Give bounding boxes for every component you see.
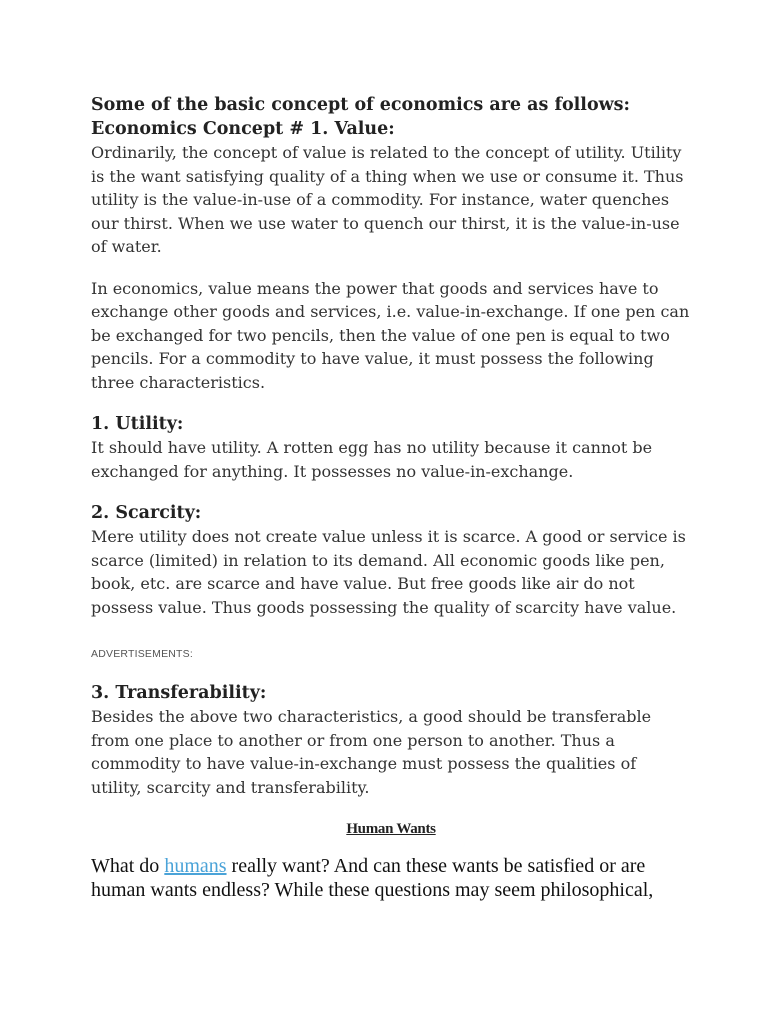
spacer: [91, 483, 691, 501]
spacer: [91, 259, 691, 277]
advertisements-label: ADVERTISEMENTS:: [91, 648, 193, 660]
spacer: [91, 619, 691, 647]
humans-link[interactable]: humans: [164, 855, 227, 877]
document-page: [91, 93, 691, 902]
human-wants-heading: Human Wants: [346, 821, 436, 837]
intro-heading: Some of the basic concept of economics are as follows:: [91, 95, 630, 115]
section-heading-utility: 1. Utility:: [91, 414, 184, 434]
spacer: [91, 661, 691, 681]
concept-heading: Economics Concept # 1. Value:: [91, 119, 395, 139]
spacer: [91, 838, 691, 854]
human-wants-text-end: really want? And can these wants be satisfied or are human wants endless? While these questions may seem philosophical,: [91, 855, 654, 901]
human-wants-text-start: What do: [91, 855, 165, 877]
section-text-transferability: Besides the above two characteristics, a good should be transferable from one place to another or from one person to another. Thus a commodity to have value-in-exchange must possess the qualities of utility, scarcity and transferability.: [91, 707, 652, 797]
spacer: [91, 799, 691, 821]
section-heading-transferability: 3. Transferability:: [91, 683, 267, 703]
section-text-scarcity: Mere utility does not create value unless it is scarce. A good or service is scarce (limited) in relation to its demand. All economic goods like pen, book, etc. are scarce and have value. But free goods like air do not possess value. Thus goods possessing the quality of scarcity have value.: [91, 527, 686, 617]
section-text-utility: It should have utility. A rotten egg has no utility because it cannot be exchanged for anything. It possesses no value-in-exchange.: [91, 438, 653, 481]
paragraph-value-in-exchange: In economics, value means the power that goods and services have to exchange other goods and services, i.e. value-in-exchange. If one pen can be exchanged for two pencils, then the value of one pen is equal to two pencils. For a commodity to have value, it must possess the following three characteristics.: [91, 278, 690, 392]
paragraph-value-in-use: Ordinarily, the concept of value is related to the concept of utility. Utility is the want satisfying quality of a thing when we use or consume it. Thus utility is the value-in-use of a commodity. For instance, water quenches our thirst. When we use water to quench our thirst, it is the value-in-use of water.: [91, 143, 684, 256]
spacer: [91, 394, 691, 412]
section-heading-scarcity: 2. Scarcity:: [91, 503, 202, 523]
human-wants-paragraph: [91, 854, 691, 902]
